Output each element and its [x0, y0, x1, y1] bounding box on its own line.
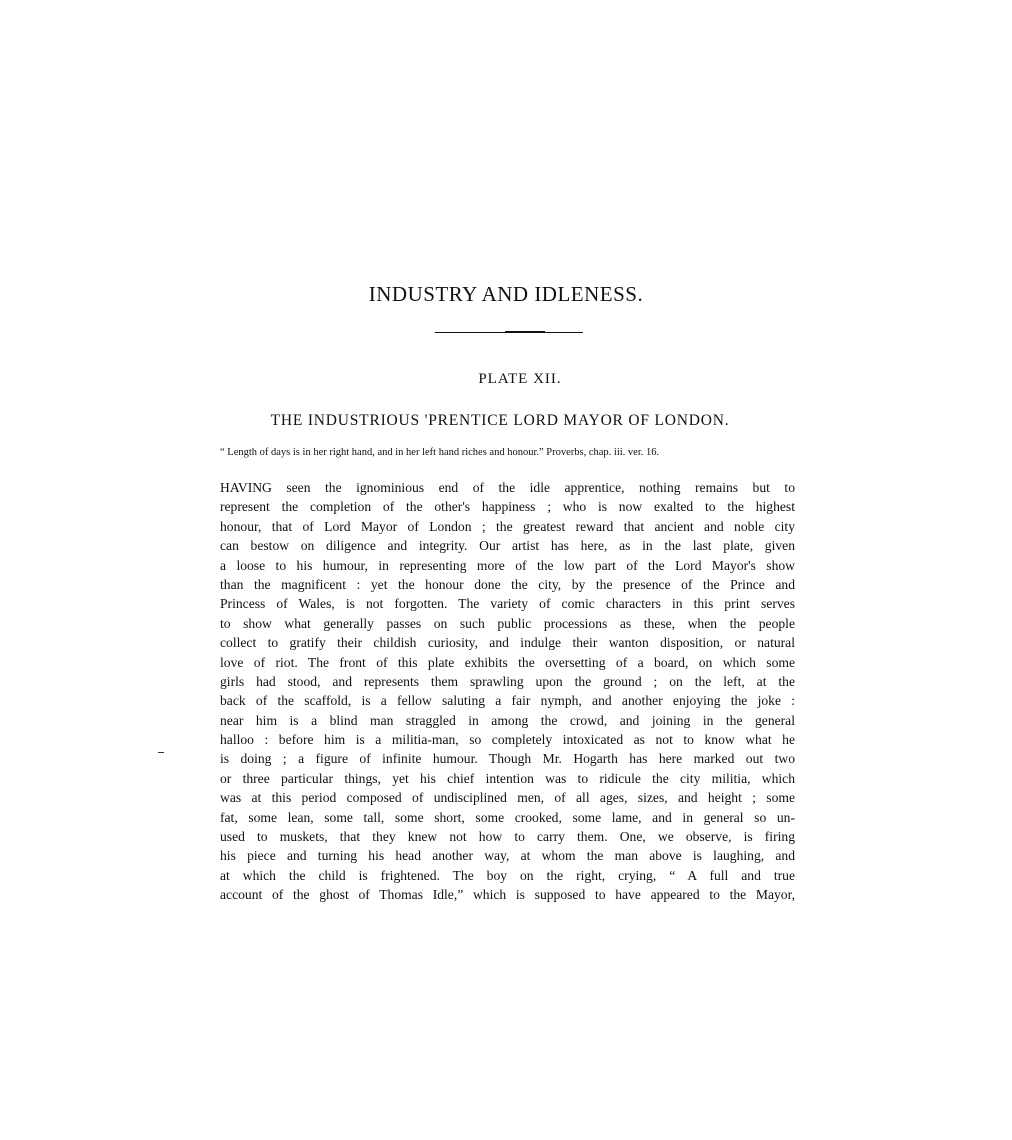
- body-line: can bestow on diligence and integrity. Our artist has here, as in the last plate, given: [220, 538, 795, 554]
- body-line: was at this period composed of undisciplined men, of all ages, sizes, and height ; some: [220, 790, 795, 806]
- running-title: INDUSTRY AND IDLENESS.: [368, 282, 644, 306]
- body-line: back of the scaffold, is a fellow saluting a fair nymph, and another enjoying the joke :: [220, 693, 795, 709]
- body-line: Princess of Wales, is not forgotten. The variety of comic characters in this print serves: [220, 596, 795, 612]
- body-line: fat, some lean, some tall, some short, some crooked, some lame, and in general so un-: [220, 809, 795, 825]
- body-line: is doing ; a figure of infinite humour. Though Mr. Hogarth has here marked out two: [220, 751, 795, 767]
- body-line: than the magnificent : yet the honour done the city, by the presence of the Prince and: [220, 576, 795, 592]
- plate-title: THE INDUSTRIOUS 'PRENTICE LORD MAYOR OF LONDON.: [270, 412, 730, 429]
- plate-number: PLATE XII.: [478, 371, 562, 387]
- body-line: honour, that of Lord Mayor of London ; the greatest reward that ancient and noble city: [220, 518, 795, 534]
- body-line: represent the completion of the other's happiness ; who is now exalted to the highest: [220, 499, 795, 515]
- margin-mark: [158, 752, 164, 753]
- body-line: collect to gratify their childish curiosity, and indulge their wanton disposition, or natural: [220, 635, 795, 651]
- body-line: to show what generally passes on such public processions as these, when the people: [220, 615, 795, 631]
- body-line: at which the child is frightened. The boy on the right, crying, “ A full and true: [220, 867, 795, 883]
- body-line: halloo : before him is a militia-man, so completely intoxicated as not to know what he: [220, 732, 795, 748]
- body-line: his piece and turning his head another way, at whom the man above is laughing, and: [220, 848, 795, 864]
- body-line: HAVING seen the ignominious end of the idle apprentice, nothing remains but to: [220, 480, 795, 495]
- title-divider-rule-thick: [505, 331, 545, 333]
- body-line: or three particular things, yet his chief intention was to ridicule the city militia, which: [220, 770, 795, 786]
- body-line: near him is a blind man straggled in among the crowd, and joining in the general: [220, 712, 795, 728]
- body-line: love of riot. The front of this plate exhibits the oversetting of a board, on which some: [220, 654, 795, 670]
- body-paragraph: [220, 478, 795, 905]
- body-line: account of the ghost of Thomas Idle,” which is supposed to have appeared to the Mayor,: [220, 887, 795, 903]
- body-line: used to muskets, that they knew not how to carry them. One, we observe, is firing: [220, 829, 795, 845]
- body-line: a loose to his humour, in representing more of the low part of the Lord Mayor's show: [220, 557, 795, 573]
- epigraph: “ Length of days is in her right hand, and in her left hand riches and honour.” Proverbs, chap. iii. ver. 16.: [220, 447, 660, 458]
- body-line: girls had stood, and represents them sprawling upon the ground ; on the left, at the: [220, 673, 795, 689]
